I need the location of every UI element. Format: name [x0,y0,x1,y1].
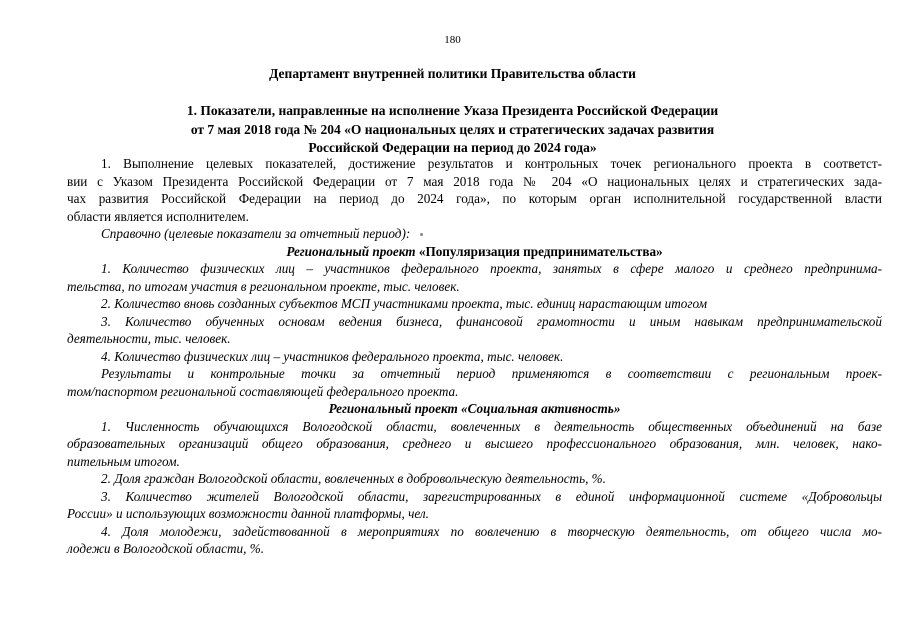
section-title-line: 1. Показатели, направленные на исполнение Указа Президента Российской Федерации [186,103,719,118]
text-line: деятельности, тыс. человек. [67,331,231,346]
list-item [67,470,882,488]
list-item [67,295,882,313]
list-item [67,313,882,348]
text-line: 3. Количество жителей Вологодской области, зарегистрированных в единой информационной системе «Добровольцы [101,488,882,504]
text-line: России» и использующих возможности данной платформы, чел. [67,506,429,521]
project-heading [67,400,882,418]
reference-note-text: Справочно (целевые показатели за отчетный период): [101,226,411,241]
reference-note [67,225,882,243]
text-line: том/паспортом региональной составляющей федерального проекта. [67,383,459,399]
list-item [67,523,882,558]
document-body [67,155,882,558]
text-line: области является исполнителем. [67,208,249,224]
text-line: 1. Количество физических лиц – участников федерального проекта, занятых в сфере малого и среднего предпринима- [101,261,882,276]
project-heading [67,243,882,261]
text-line: лодежи в Вологодской области, %. [67,541,265,556]
text-line: 2. Доля граждан Вологодской области, вовлеченных в добровольческую деятельность, %. [101,471,606,486]
list-item [67,348,882,366]
text-line: пительным итогом. [67,453,180,469]
project-items [67,260,882,400]
list-item [67,260,882,295]
project-prefix: Региональный проект [328,401,458,416]
text-line: 3. Количество обученных основам ведения бизнеса, финансовой грамотности и иным навыкам предпринимательской [101,313,882,329]
text-line: Результаты и контрольные точки за отчетный период применяются в соответствии с региональным проек- [101,366,882,381]
stray-dot [420,233,423,236]
page-number: 180 [444,34,461,46]
text-line: 4. Доля молодежи, задействованной в мероприятиях по вовлечению в творческую деятельность, от общего числа мо- [101,523,882,539]
section-title [0,102,905,158]
text-line: вии с Указом Президента Российской Федерации от 7 мая 2018 года № 204 «О национальных целях и стратегических зада- [67,173,882,189]
intro-paragraph [67,155,882,225]
section-title-line: Российской Федерации на период до 2024 года» [308,140,597,155]
project-name: «Популяризация предпринимательства» [418,243,663,259]
department-title: Департамент внутренней политики Правительства области [269,66,636,81]
project-prefix: Региональный проект [286,243,416,259]
text-line: образовательных организаций общего образования, среднего и высшего профессионального образования, млн. человек, нако- [67,436,882,451]
project-items [67,418,882,558]
list-item [67,488,882,523]
text-line: 2. Количество вновь созданных субъектов МСП участниками проекта, тыс. единиц нарастающим итогом [101,296,708,311]
text-line: тельства, по итогам участия в региональном проекте, тыс. человек. [67,278,460,294]
list-item [67,418,882,471]
project-name: «Социальная активность» [461,401,621,416]
text-line: 1. Численность обучающихся Вологодской области, вовлеченных в деятельность общественных объединений на базе [101,418,882,434]
list-item [67,365,882,400]
text-line: 4. Количество физических лиц – участников федерального проекта, тыс. человек. [101,348,564,364]
section-title-line: от 7 мая 2018 года № 204 «О национальных целях и стратегических задачах развития [190,121,715,137]
text-line: 1. Выполнение целевых показателей, достижение результатов и контрольных точек регионального проекта в соответст- [101,156,882,171]
text-line: чах развития Российской Федерации на период до 2024 года», по которым орган исполнительной государственной власти [67,191,882,206]
